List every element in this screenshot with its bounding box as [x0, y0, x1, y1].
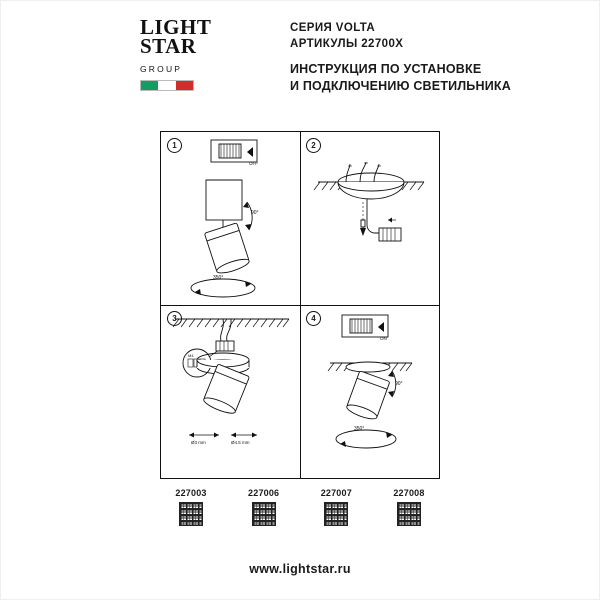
brand-name — [140, 15, 250, 79]
step-number-3: 3 — [167, 311, 182, 326]
article-code-label: 227006 — [248, 488, 280, 498]
italian-flag-icon — [140, 80, 194, 91]
step-3-dim-width: Ø3 mm — [191, 440, 206, 445]
step-2-illustration — [300, 132, 440, 306]
brand-name-line2: STAR — [140, 34, 197, 58]
step-1-tilt-label: 90° — [251, 210, 259, 216]
svg-text:ON: ON — [380, 336, 387, 341]
article-code-label: 227007 — [320, 488, 352, 498]
qr-code-icon — [179, 502, 203, 526]
qr-code-icon — [252, 502, 276, 526]
instruction-title-line2: И ПОДКЛЮЧЕНИЮ СВЕТИЛЬНИКА — [290, 79, 511, 93]
step-number-2: 2 — [306, 138, 321, 153]
step-3-dim-depth: Ø4.5 mm — [231, 440, 250, 445]
step-4-illustration — [300, 305, 440, 479]
step-panel-4 — [300, 305, 440, 479]
step-number-4: 4 — [306, 311, 321, 326]
qr-code-icon — [324, 502, 348, 526]
step-3-illustration — [161, 305, 301, 479]
steps-grid — [160, 131, 440, 479]
step-panel-2 — [300, 132, 440, 306]
svg-text:M4: M4 — [188, 353, 194, 358]
article-code-item — [305, 488, 367, 526]
step-1-illustration — [161, 132, 301, 306]
article-code-label: 227003 — [175, 488, 207, 498]
document-header — [140, 15, 511, 98]
step-1-rotate-label: 350° — [213, 275, 224, 281]
step-number-1: 1 — [167, 138, 182, 153]
step-4-tilt-label: 90° — [395, 381, 403, 387]
step-panel-3 — [161, 305, 301, 479]
brand-logo — [140, 15, 250, 96]
instruction-title-line1: ИНСТРУКЦИЯ ПО УСТАНОВКЕ — [290, 62, 482, 76]
brand-name-line1: LIGHT — [140, 15, 212, 39]
svg-text:OFF: OFF — [249, 161, 258, 166]
article-code-label: 227008 — [393, 488, 425, 498]
qr-code-icon — [397, 502, 421, 526]
article-code-item — [160, 488, 222, 526]
article-code-item — [233, 488, 295, 526]
article-label: АРТИКУЛЫ 22700X — [290, 38, 404, 50]
article-code-item — [378, 488, 440, 526]
article-codes-row — [160, 488, 440, 526]
brand-subtitle: GROUP — [140, 64, 183, 74]
step-4-rotate-label: 350° — [354, 426, 365, 432]
step-panel-1 — [161, 132, 301, 306]
series-label: СЕРИЯ VOLTA — [290, 22, 376, 34]
header-text-block — [290, 20, 520, 95]
footer-website: www.lightstar.ru — [249, 562, 351, 576]
